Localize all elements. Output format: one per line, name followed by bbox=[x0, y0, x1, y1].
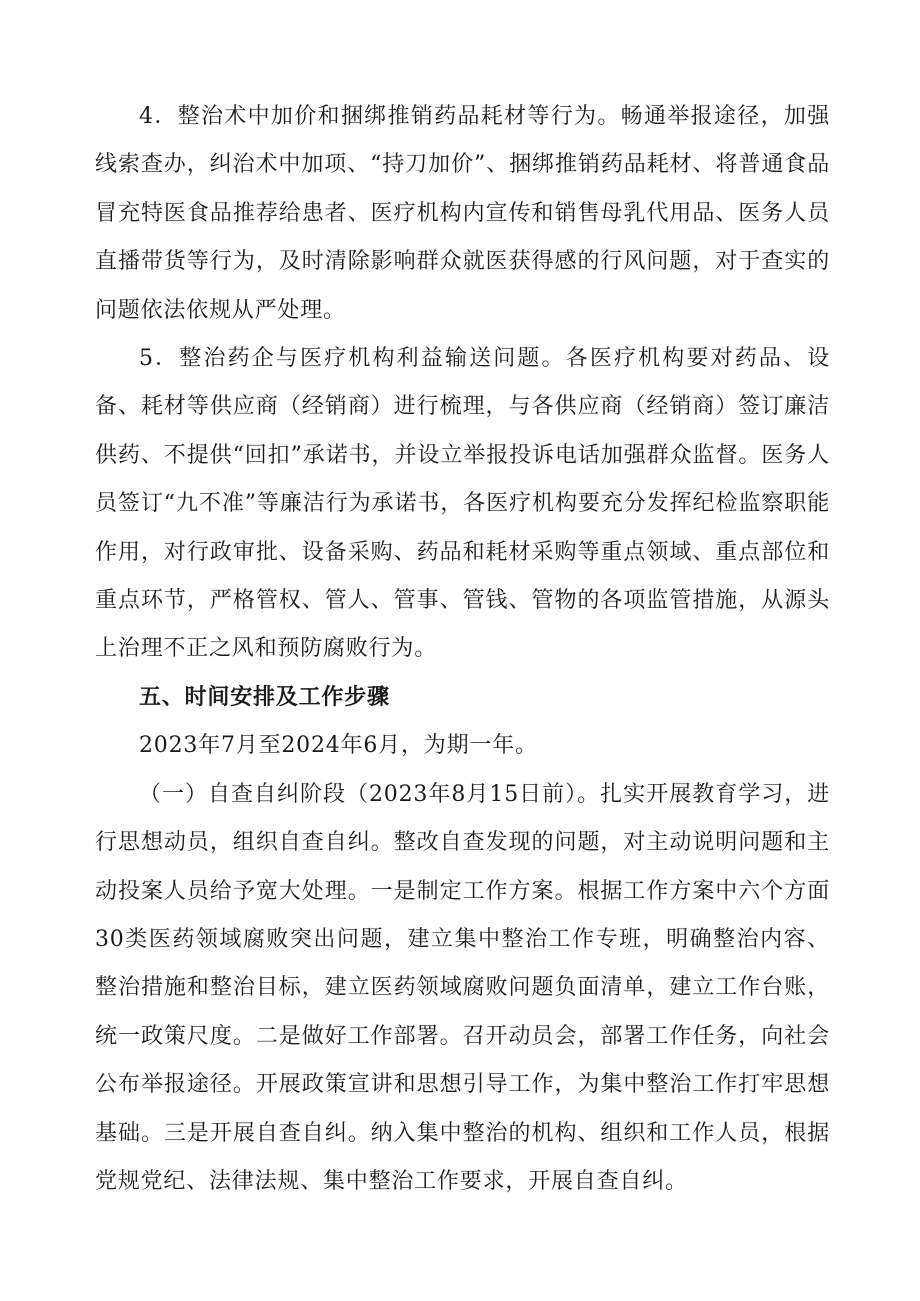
section-heading-5: 五、时间安排及工作步骤 bbox=[139, 684, 390, 710]
paragraph-item-5: 5．整治药企与医疗机构利益输送问题。各医疗机构要对药品、设备、耗材等供应商（经销商）进行梳理，与各供应商（经销商）签订廉洁供药、不提供“回扣”承诺书，并设立举报投诉电话加强群众监督。医务人员签订“九不准”等廉洁行为承诺书，各医疗机构要充分发挥纪检监察职能作用，对行政审批、设备采购、药品和耗材采购等重点领域、重点部位和重点环节，严格管权、管人、管事、管钱、管物的各项监管措施，从源头上治理不正之风和预防腐败行为。 bbox=[95, 346, 830, 662]
document-body bbox=[95, 93, 830, 1206]
period-paragraph: 2023年7月至2024年6月，为期一年。 bbox=[139, 733, 538, 759]
stage-self-check-paragraph: （一）自查自纠阶段（2023年8月15日前）。扎实开展教育学习，进行思想动员，组织自查自纠。整改自查发现的问题，对主动说明问题和主动投案人员给予宽大处理。一是制定工作方案。根据工作方案中六个方面30类医药领域腐败突出问题，建立集中整治工作专班，明确整治内容、整治措施和整治目标，建立医药领域腐败问题负面清单，建立工作台账，统一政策尺度。二是做好工作部署。召开动员会，部署工作任务，向社会公布举报途径。开展政策宣讲和思想引导工作，为集中整治工作打牢思想基础。三是开展自查自纠。纳入集中整治的机构、组织和工作人员，根据党规党纪、法律法规、集中整治工作要求，开展自查自纠。 bbox=[95, 781, 830, 1194]
paragraph-item-4: 4．整治术中加价和捆绑推销药品耗材等行为。畅通举报途径，加强线索查办，纠治术中加项、“持刀加价”、捆绑推销药品耗材、将普通食品冒充特医食品推荐给患者、医疗机构内宣传和销售母乳代用品、医务人员直播带货等行为，及时清除影响群众就医获得感的行风问题，对于查实的问题依法依规从严处理。 bbox=[95, 104, 830, 323]
